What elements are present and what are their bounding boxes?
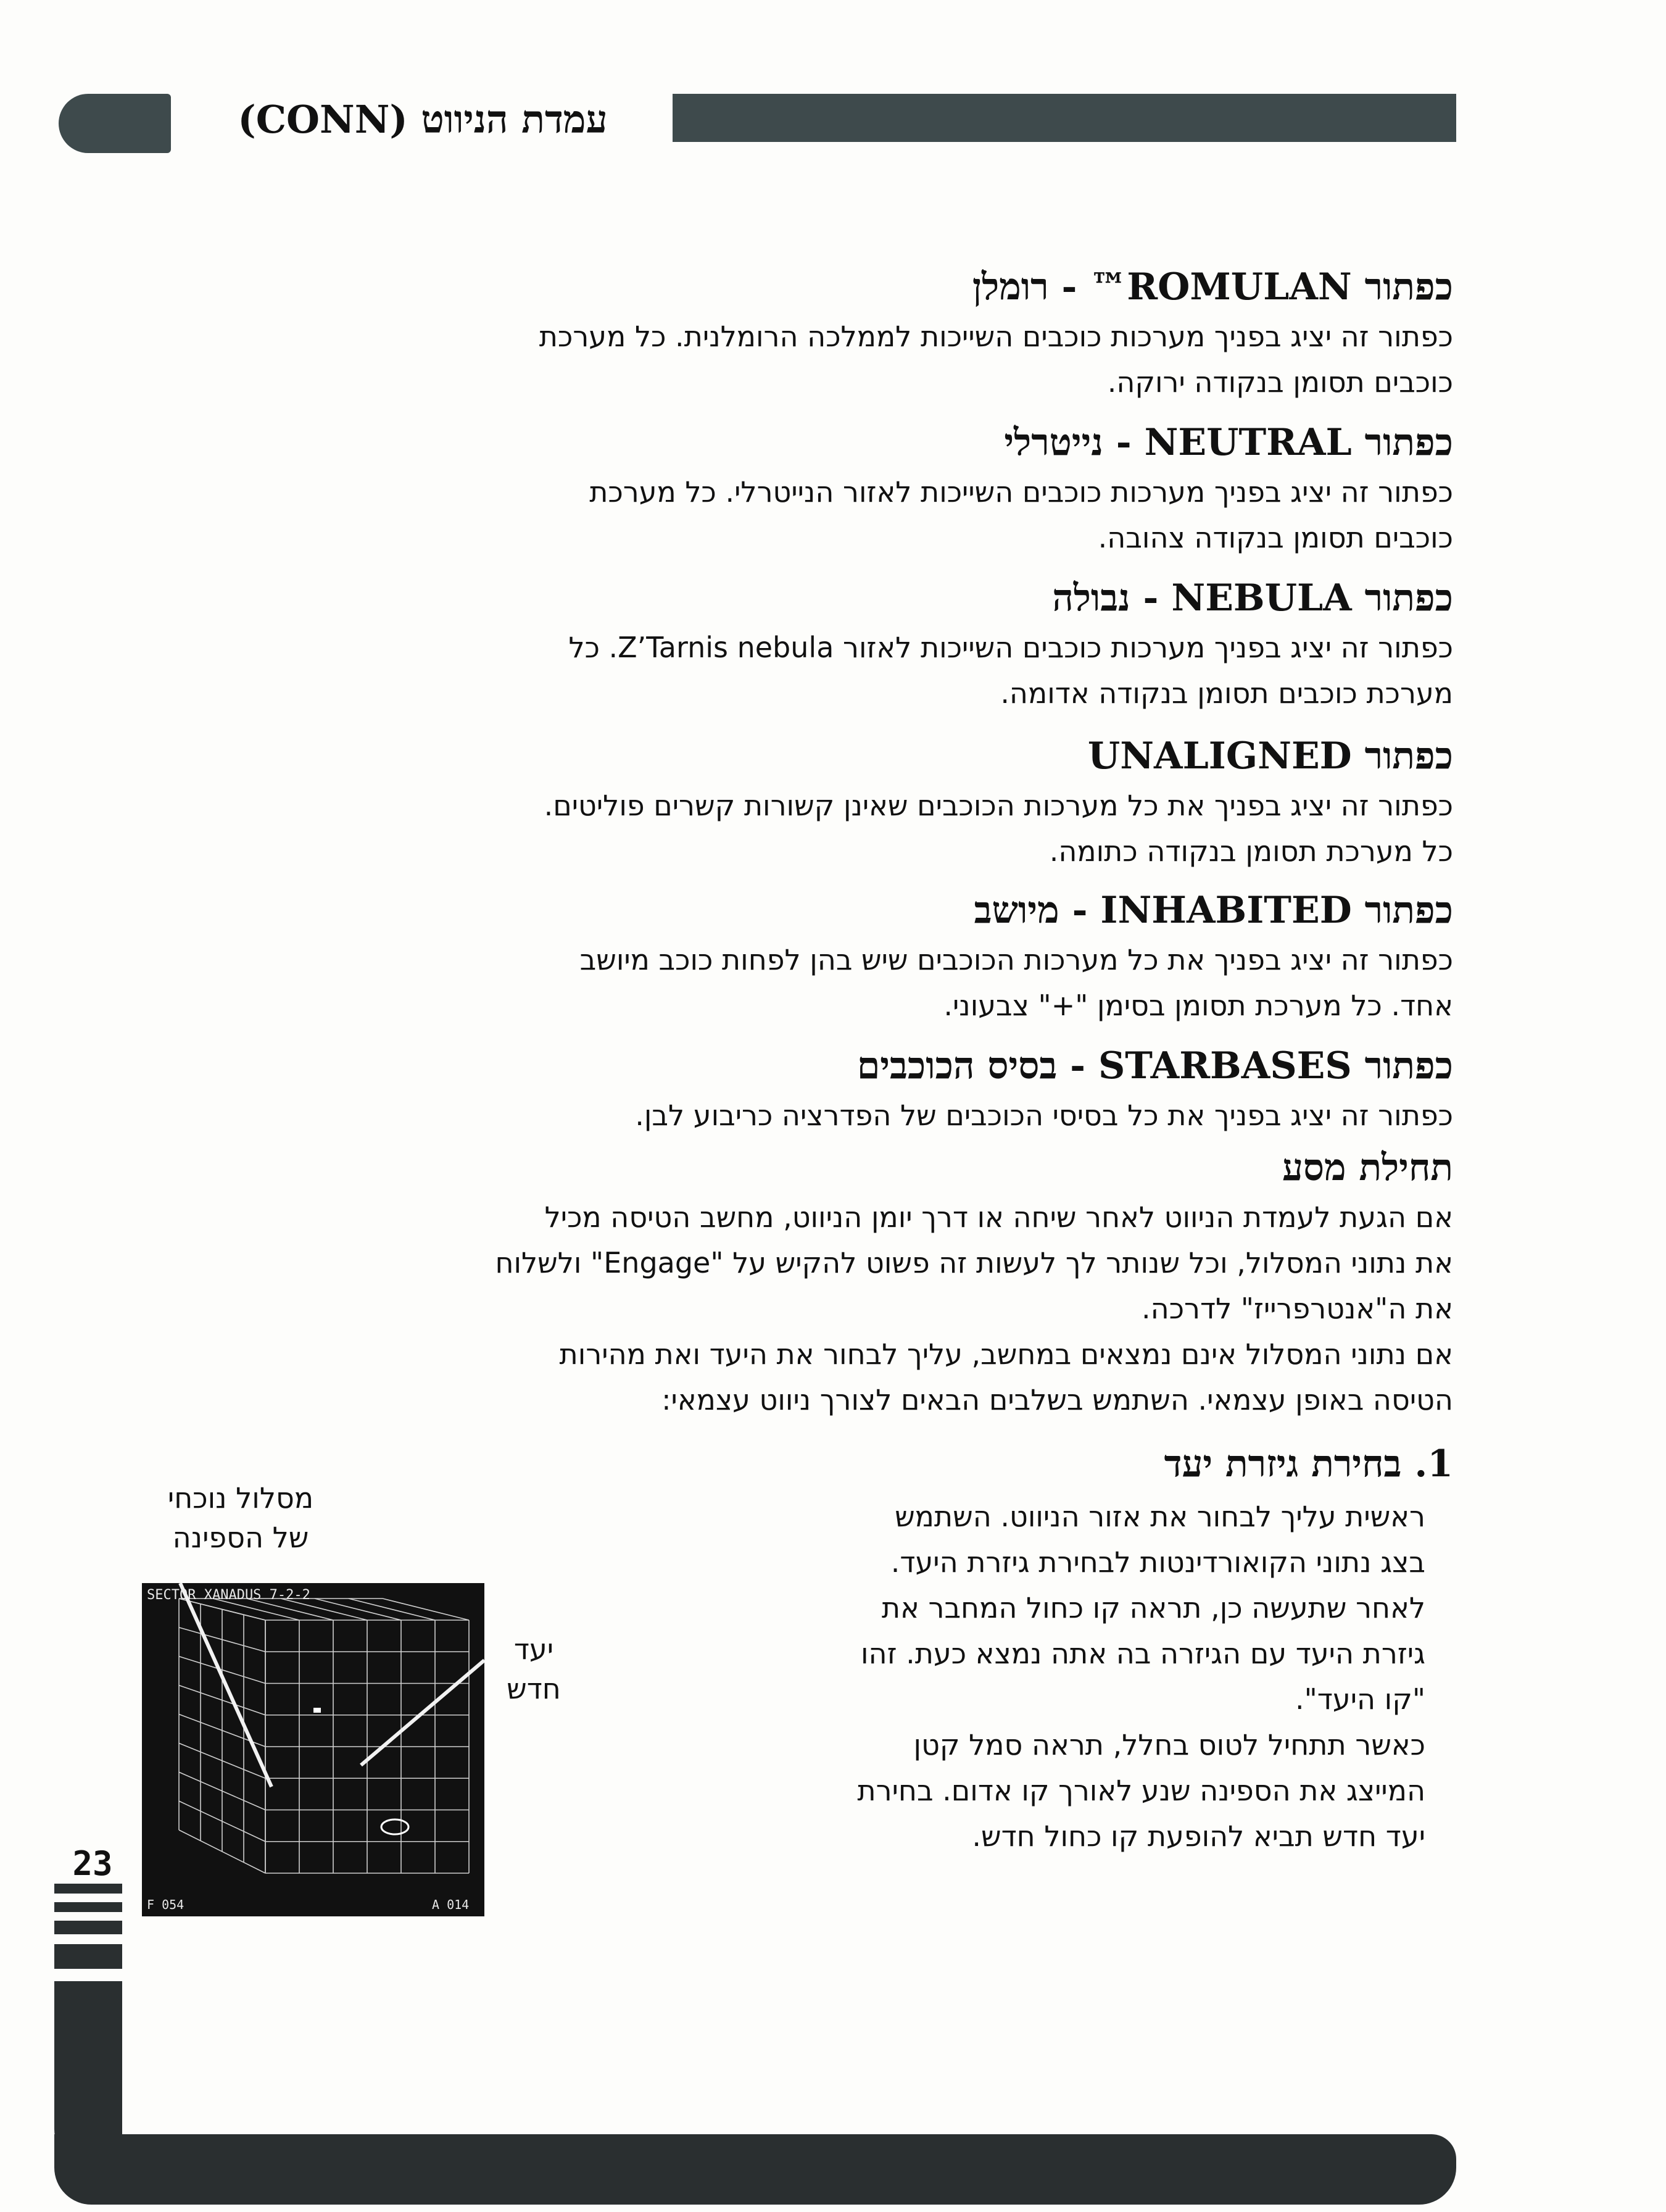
page-border-bottom	[54, 2134, 1456, 2205]
page-stripe	[54, 1902, 122, 1912]
page-stripe	[54, 1884, 122, 1894]
paragraph-line: "קו היעד".	[1295, 1682, 1425, 1716]
step1-heading: 1. בחירת גיזרת יעד	[1164, 1442, 1453, 1486]
paragraph-line: כפתור זה יציג בפניך את כל מערכות הכוכבים שיש בהן לפחות כוכב מיושב	[579, 943, 1453, 976]
paragraph-line: לאחר שתעשה כן, תראה קו כחול המחבר את	[881, 1591, 1425, 1624]
grid-line	[383, 1599, 469, 1620]
figure-caption-new-destination	[487, 1629, 580, 1708]
paragraph-line: את נתוני המסלול, וכל שנותר לך לעשות זה פשוט להקיש על "Engage" ולשלוח	[495, 1246, 1453, 1279]
screen-footer-right: A 014	[432, 1897, 470, 1912]
paragraph-line: כאשר תתחיל לטוס בחלל, תראה סמל קטן	[913, 1728, 1425, 1761]
navigation-screen-image	[142, 1583, 484, 1916]
paragraph-line: המייצג את הספינה שנע לאורך קו אדום. בחירת	[857, 1774, 1425, 1807]
paragraph-line: את ה"אנטרפרייז" לדרכה.	[1142, 1292, 1453, 1325]
section-heading: כפתור NEBULA - נבולה	[1052, 576, 1453, 620]
caption-line: חדש	[507, 1672, 561, 1705]
screen-footer-left: F 054	[147, 1897, 184, 1912]
grid-line	[315, 1599, 401, 1620]
header-right-bar	[673, 94, 1456, 142]
caption-line: יעד	[513, 1632, 554, 1666]
paragraph-line: יעד חדש תביא להופעת קו כחול חדש.	[972, 1819, 1425, 1853]
step1-paragraph	[669, 1494, 1425, 1859]
figure-caption-current-course	[142, 1478, 339, 1557]
paragraph-line: גיזרת היעד עם הגיזרה בה אתה נמצא כעת. זהו	[860, 1637, 1425, 1670]
page-stripe	[54, 1944, 122, 1969]
paragraph-line: כפתור זה יציג בפניך את כל מערכות הכוכבים שאינן קשורות קשרים פוליטים.	[544, 789, 1453, 822]
caption-line: מסלול נוכחי	[167, 1481, 314, 1515]
grid-line	[349, 1599, 435, 1620]
paragraph-line: הטיסה באופן עצמאי. השתמש בשלבים הבאים לצורך ניווט עצמאי:	[661, 1383, 1453, 1416]
paragraph-line: כוכבים תסומן בנקודה ירוקה.	[1107, 365, 1453, 399]
paragraph-line: ראשית עליך לבחור את אזור הניווט. השתמש	[895, 1500, 1425, 1533]
paragraph-line: אם נתוני המסלול אינם נמצאים במחשב, עליך לבחור את היעד ואת מהירות	[559, 1337, 1453, 1371]
screen-title: SECTOR XANADUS 7-2-2	[147, 1587, 310, 1603]
journey-paragraph	[281, 1194, 1453, 1423]
paragraph-line: מערכת כוכבים תסומן בנקודה אדומה.	[1000, 676, 1453, 710]
page-number: 23	[72, 1844, 113, 1883]
paragraph-line: בצג נתוני הקואורדינטות לבחירת גיזרת היעד.	[890, 1545, 1425, 1579]
section-paragraph	[281, 625, 1453, 716]
paragraph-line: כוכבים תסומן בנקודה צהובה.	[1098, 521, 1453, 554]
section-heading: כפתור STARBASES - בסיס הכוכבים	[856, 1044, 1453, 1087]
section-heading: כפתור ROMULAN™ - רומלן	[972, 265, 1453, 309]
section-paragraph	[281, 937, 1453, 1028]
paragraph-line: כל מערכת תסומן בנקודה כתומה.	[1049, 834, 1453, 868]
section-paragraph	[281, 469, 1453, 560]
paragraph-line: אם הגעת לעמדת הניווט לאחר שיחה או דרך יומן הניווט, מחשב הטיסה מכיל	[544, 1200, 1453, 1234]
section-paragraph	[281, 1092, 1453, 1138]
paragraph-line: אחד. כל מערכת תסומן בסימן "+" צבעוני.	[943, 989, 1453, 1022]
page-stripe	[54, 1921, 122, 1934]
caption-line: של הספינה	[172, 1521, 309, 1554]
ship-marker	[313, 1708, 321, 1713]
paragraph-line: כפתור זה יציג בפניך מערכות כוכבים השייכות לממלכה הרומלנית. כל מערכת	[539, 320, 1453, 353]
paragraph-line: כפתור זה יציג בפניך את כל בסיסי הכוכבים של הפדרציה כריבוע לבן.	[635, 1099, 1453, 1132]
pointer-new-destination	[361, 1660, 484, 1765]
paragraph-line: כפתור זה יציג בפניך מערכות כוכבים השייכות לאזור Z’Tarnis nebula. כל	[568, 631, 1453, 664]
journey-heading: תחילת מסע	[1282, 1146, 1453, 1189]
section-paragraph	[281, 783, 1453, 874]
pointer-current-course	[180, 1583, 271, 1787]
header-left-tab	[59, 94, 171, 153]
section-paragraph	[281, 314, 1453, 405]
paragraph-line: כפתור זה יציג בפניך מערכות כוכבים השייכות לאזור הנייטרלי. כל מערכת	[589, 475, 1453, 509]
section-heading: כפתור NEUTRAL - נייטרלי	[1004, 421, 1453, 464]
destination-marker	[381, 1819, 408, 1834]
section-heading: כפתור INHABITED - מיושב	[974, 889, 1453, 932]
page-title: עמדת הניווט (CONN)	[238, 97, 608, 142]
section-heading: כפתור UNALIGNED	[1087, 734, 1453, 778]
